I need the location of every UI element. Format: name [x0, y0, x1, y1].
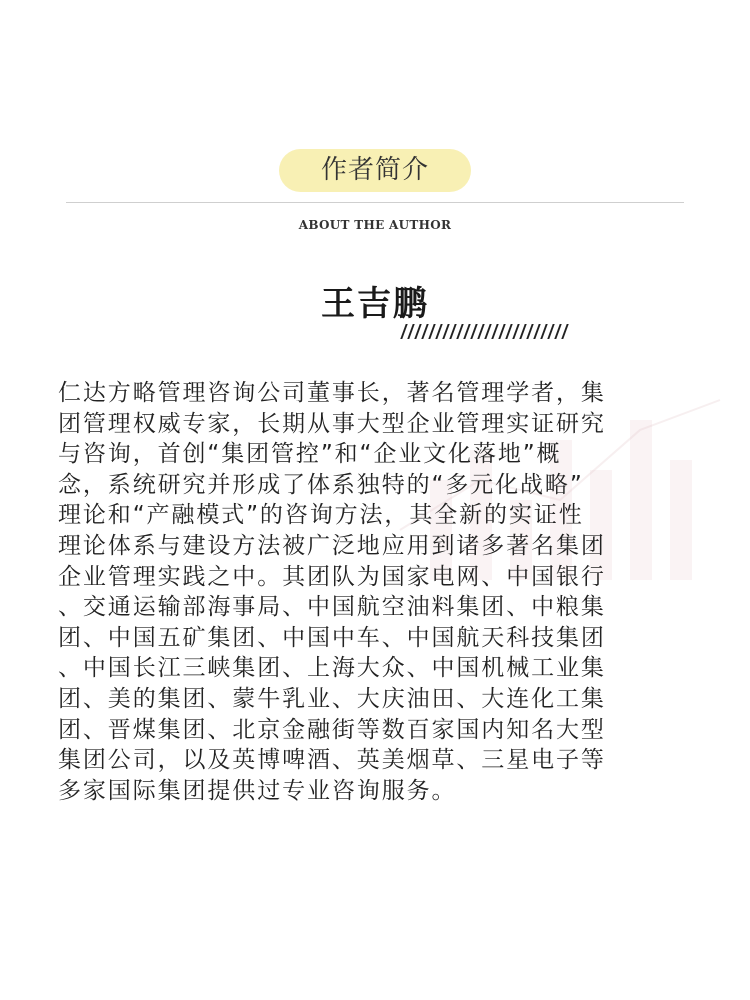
bio-line: 理论体系与建设方法被广泛地应用到诸多著名集团 — [58, 532, 606, 559]
bio-line: 仁达方略管理咨询公司董事长，著名管理学者，集 — [58, 380, 606, 406]
author-name: 王吉鹏 — [321, 284, 429, 324]
section-subtitle: ABOUT THE AUTHOR — [298, 218, 452, 232]
slash-decoration — [403, 324, 603, 339]
bio-line: 团管理权威专家，长期从事大型企业管理实证研究 — [58, 410, 606, 437]
section-title: 作者简介 — [320, 155, 429, 185]
author-bio — [58, 378, 698, 806]
bio-line: 、中国长江三峡集团、上海大众、中国机械工业集 — [58, 655, 606, 682]
bio-line: 与咨询，首创“集团管控”和“企业文化落地”概 — [58, 441, 562, 468]
bio-line: 团、中国五矿集团、中国中车、中国航天科技集团 — [58, 624, 606, 651]
bio-line: 团、美的集团、蒙牛乳业、大庆油田、大连化工集 — [58, 685, 606, 712]
bio-line: 集团公司，以及英博啤酒、英美烟草、三星电子等 — [58, 747, 606, 774]
bio-line: 企业管理实践之中。其团队为国家电网、中国银行 — [58, 563, 606, 590]
bio-line: 团、晋煤集团、北京金融街等数百家国内知名大型 — [58, 716, 606, 743]
divider — [66, 202, 684, 203]
bio-line: 多家国际集团提供过专业咨询服务。 — [58, 777, 457, 804]
bio-line: 、交通运输部海事局、中国航空油料集团、中粮集 — [58, 594, 606, 621]
bio-line: 念，系统研究并形成了体系独特的“多元化战略” — [58, 471, 584, 498]
bio-line: 理论和“产融模式”的咨询方法，其全新的实证性 — [58, 502, 584, 529]
